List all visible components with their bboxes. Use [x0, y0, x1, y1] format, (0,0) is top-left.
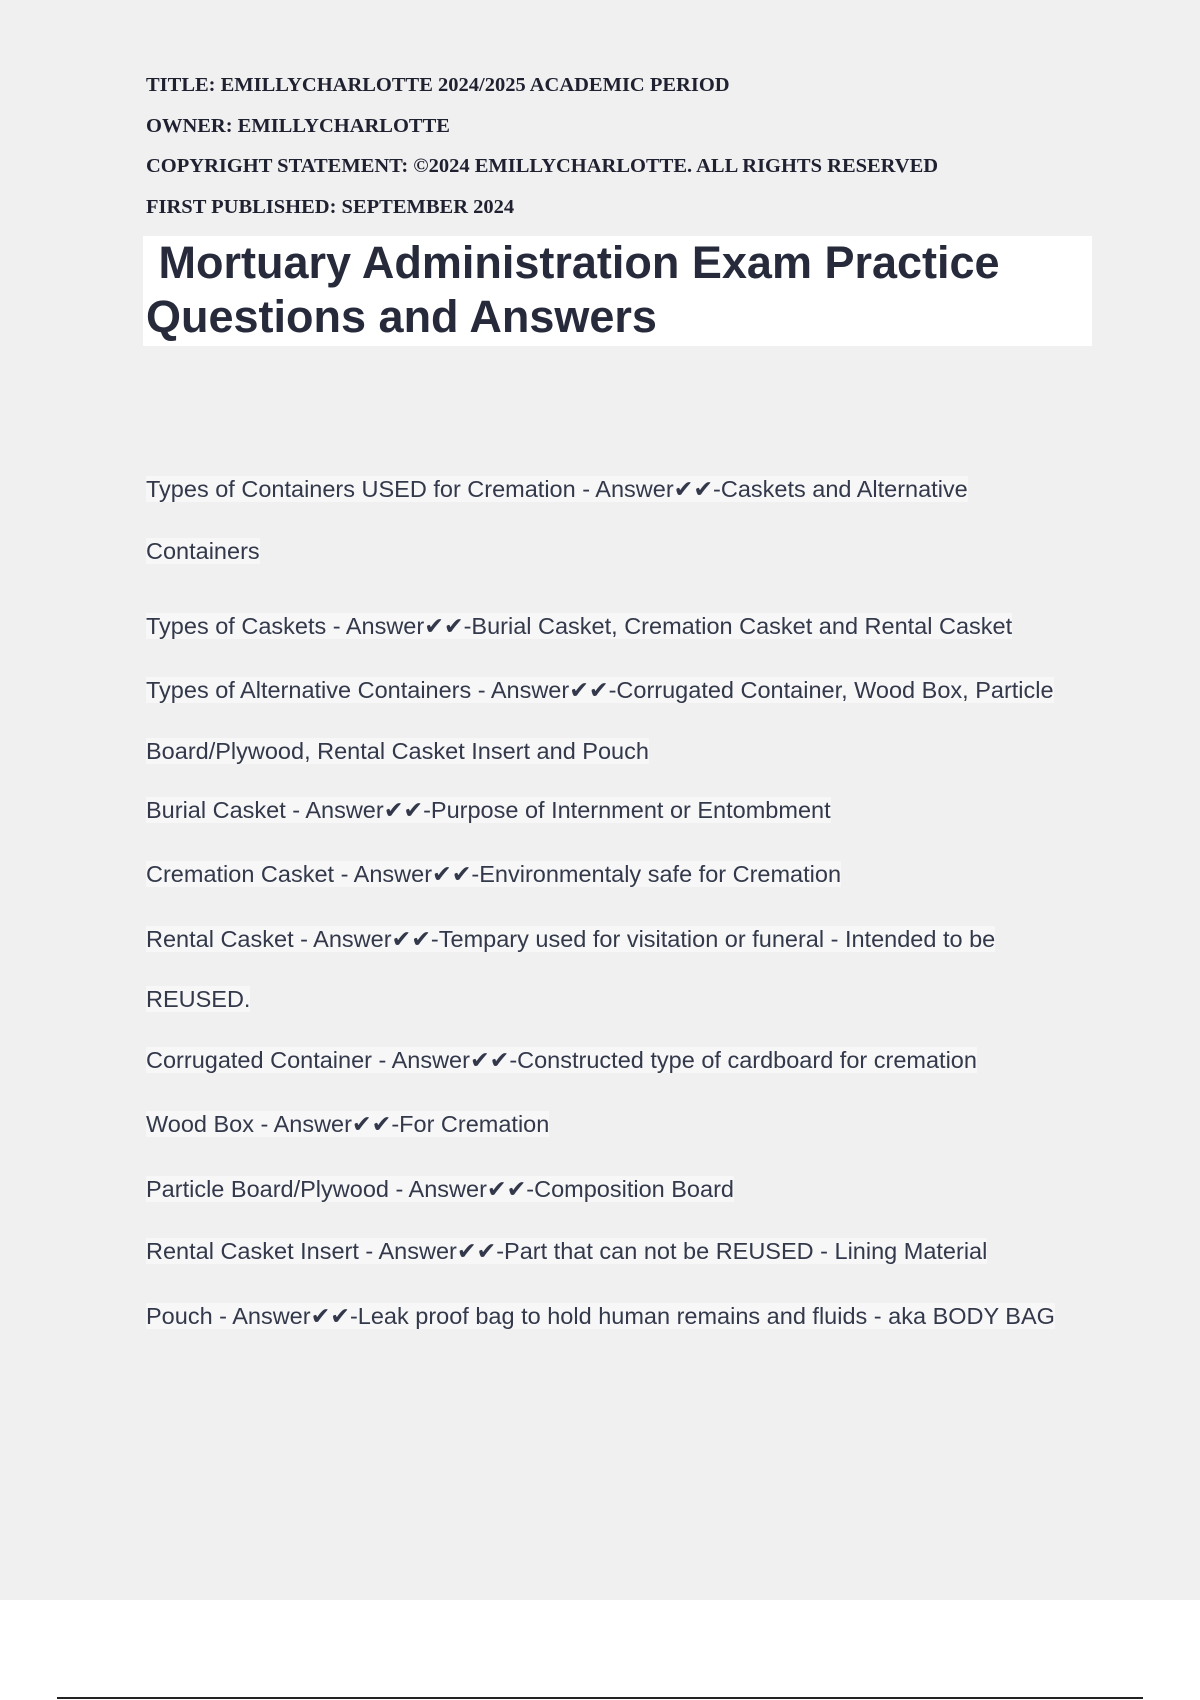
- qa-entry-line: [146, 536, 260, 566]
- qa-line-text: Corrugated Container - Answer✔✔-Constructed type of cardboard for cremation: [146, 1047, 977, 1073]
- meta-published-line: FIRST PUBLISHED: SEPTEMBER 2024: [146, 195, 515, 218]
- qa-entry-line: [146, 1236, 987, 1266]
- qa-line-text: Cremation Casket - Answer✔✔-Environmentaly safe for Cremation: [146, 861, 842, 887]
- qa-line-text: Pouch - Answer✔✔-Leak proof bag to hold human remains and fluids - aka BODY BAG: [146, 1303, 1055, 1329]
- qa-entry-line: [146, 1109, 549, 1139]
- qa-line-text: Types of Containers USED for Cremation - Answer✔✔-Caskets and Alternative: [146, 476, 968, 502]
- qa-line-text: Board/Plywood, Rental Casket Insert and Pouch: [146, 738, 649, 764]
- qa-line-text: Particle Board/Plywood - Answer✔✔-Composition Board: [146, 1176, 734, 1202]
- document-title: Mortuary Administration Exam Practice Questions and Answers: [146, 237, 1000, 342]
- meta-owner-line: OWNER: EMILLYCHARLOTTE: [146, 114, 450, 137]
- meta-copyright-line: COPYRIGHT STATEMENT: ©2024 EMILLYCHARLOTTE. ALL RIGHTS RESERVED: [146, 155, 939, 177]
- qa-entry-line: [146, 1045, 977, 1075]
- qa-entry-line: [146, 1174, 734, 1204]
- qa-entry-line: [146, 736, 649, 766]
- qa-entry-line: [146, 1301, 1055, 1331]
- qa-line-text: Types of Alternative Containers - Answer✔✔-Corrugated Container, Wood Box, Particle: [146, 677, 1054, 703]
- document-metadata: [146, 68, 1106, 230]
- qa-entry-line: [146, 474, 968, 504]
- qa-line-text: REUSED.: [146, 986, 251, 1012]
- footer-divider: [57, 1697, 1143, 1699]
- qa-line-text: Rental Casket Insert - Answer✔✔-Part that can not be REUSED - Lining Material: [146, 1238, 988, 1264]
- qa-entry-line: [146, 984, 250, 1014]
- qa-line-text: Burial Casket - Answer✔✔-Purpose of Internment or Entombment: [146, 797, 831, 823]
- qa-entry-line: [146, 675, 1054, 705]
- qa-line-text: Types of Caskets - Answer✔✔-Burial Casket, Cremation Casket and Rental Casket: [146, 613, 1013, 639]
- qa-entry-line: [146, 859, 841, 889]
- qa-entry-line: [146, 611, 1012, 641]
- qa-entry-line: [146, 795, 831, 825]
- qa-line-text: Wood Box - Answer✔✔-For Cremation: [146, 1111, 550, 1137]
- qa-line-text: Containers: [146, 538, 260, 564]
- qa-line-text: Rental Casket - Answer✔✔-Tempary used for visitation or funeral - Intended to be: [146, 926, 996, 952]
- meta-title-line: TITLE: EMILLYCHARLOTTE 2024/2025 ACADEMIC PERIOD: [146, 74, 730, 96]
- title-box: [143, 236, 1092, 346]
- qa-entry-line: [146, 924, 995, 954]
